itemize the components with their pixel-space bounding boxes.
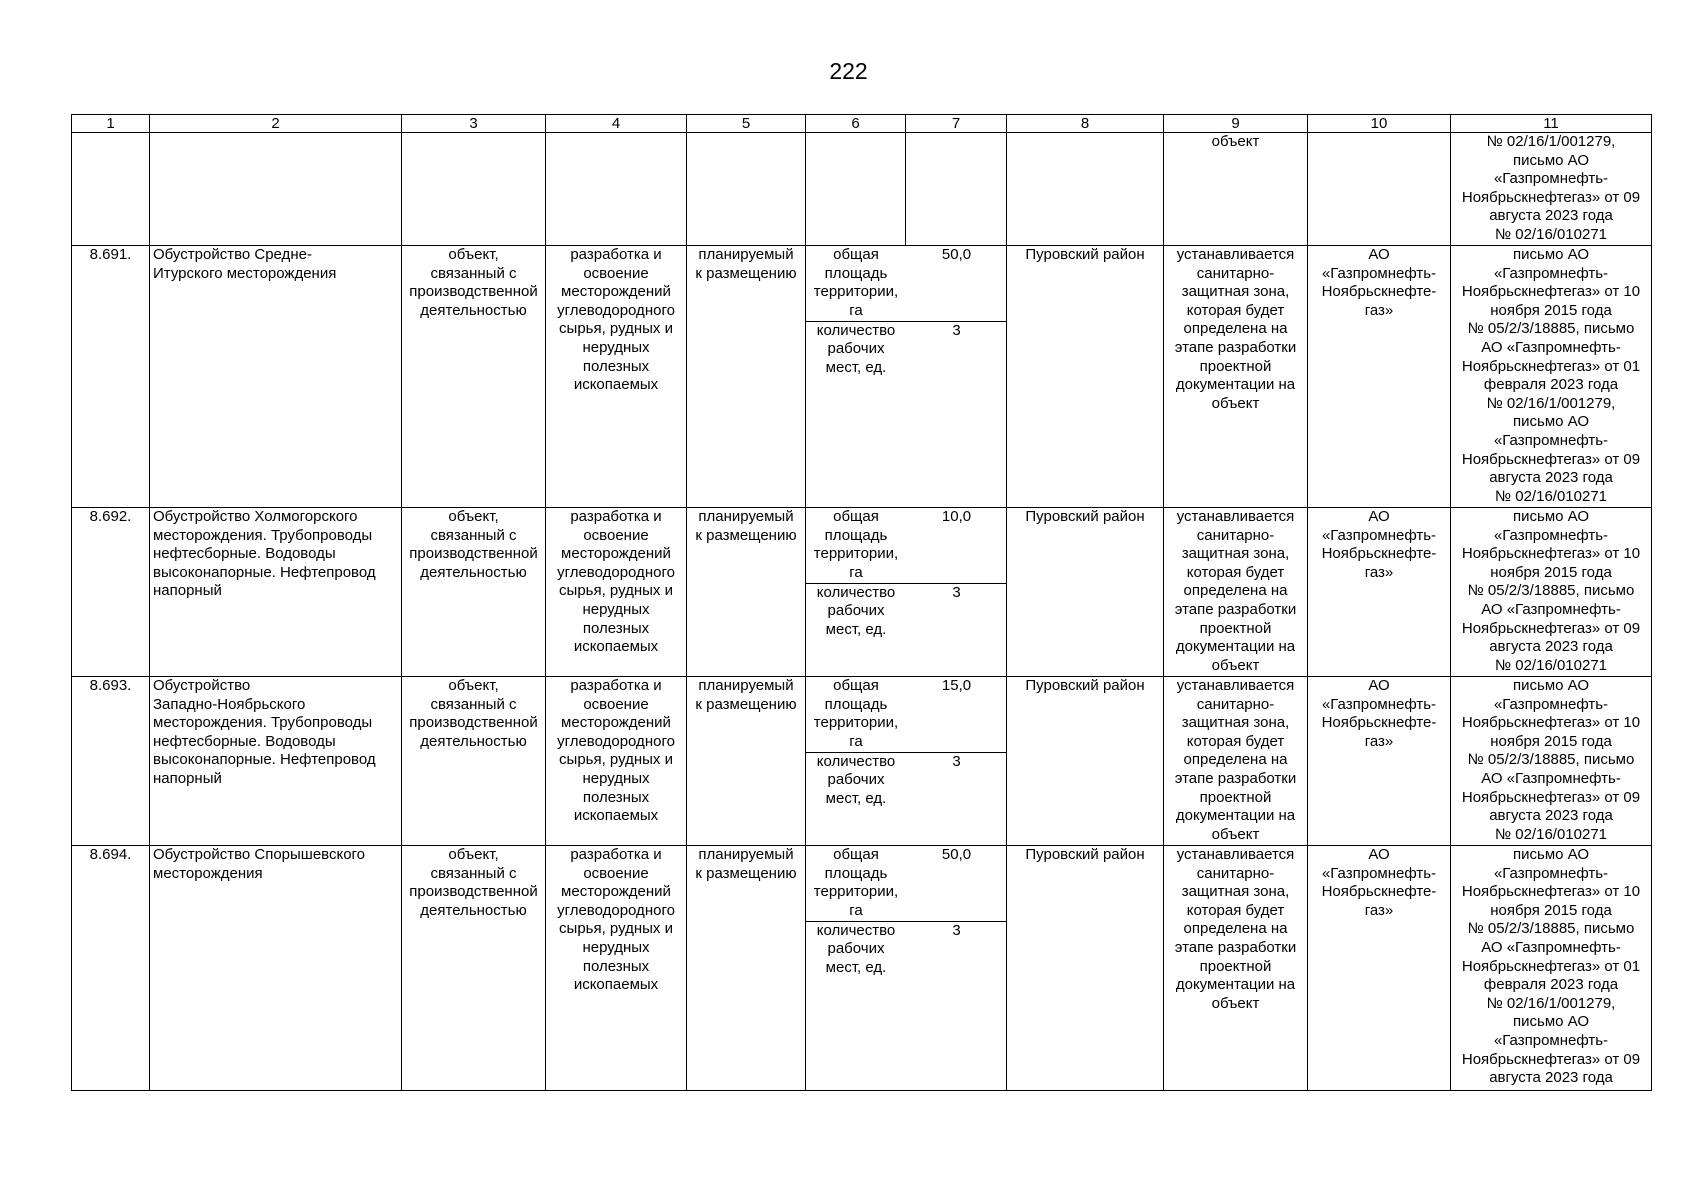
parameter-area-value: 50,0 — [941, 246, 972, 263]
object-location: Пуровский район — [1007, 846, 1164, 1091]
column-number-7: 7 — [906, 115, 1007, 133]
row-number: 8.693. — [72, 677, 150, 846]
object-organization: АО «Газпромнефть- Ноябрьскнефте- газ» — [1308, 846, 1451, 1091]
object-purpose: разработка и освоение месторождений углеводородного сырья, рудных и нерудных полезных ископаемых — [546, 246, 687, 508]
table-row — [72, 508, 1652, 677]
row-number: 8.694. — [72, 846, 150, 1091]
object-status: планируемый к размещению — [687, 846, 806, 1091]
parameter-area-value: 50,0 — [941, 846, 972, 863]
row-number: 8.691. — [72, 246, 150, 508]
column-number-10: 10 — [1308, 115, 1451, 133]
object-type: объект, связанный с производственной деятельностью — [402, 246, 546, 508]
object-zone: устанавливается санитарно- защитная зона, которая будет определена на этапе разработки проектной документации на объект — [1164, 508, 1308, 677]
row-number: 8.692. — [72, 508, 150, 677]
parameter-jobs-label: количество рабочих мест, ед. — [806, 752, 906, 808]
parameter-area-label: общая площадь территории, га — [813, 677, 899, 750]
parameter-jobs-value: 3 — [906, 752, 1007, 808]
parameters-subtable — [806, 846, 1007, 977]
object-zone: устанавливается санитарно- защитная зона, которая будет определена на этапе разработки проектной документации на объект — [1164, 677, 1308, 846]
column-number-5: 5 — [687, 115, 806, 133]
page-number: 222 — [829, 58, 868, 84]
object-type: объект, связанный с производственной деятельностью — [402, 508, 546, 677]
object-purpose: разработка и освоение месторождений углеводородного сырья, рудных и нерудных полезных ископаемых — [546, 508, 687, 677]
object-basis: письмо АО «Газпромнефть- Ноябрьскнефтегаз» от 10 ноября 2015 года № 05/2/3/18885, письмо АО «Газпромнефть- Ноябрьскнефтегаз» от 01 февраля 2023 года № 02/16/1/001279, письмо АО «Газпромнефть- Ноябрьскнефтегаз» от 09 августа 2023 года — [1451, 846, 1652, 1091]
column-number-3: 3 — [402, 115, 546, 133]
object-location: Пуровский район — [1007, 677, 1164, 846]
column-number-1: 1 — [72, 115, 150, 133]
table-row — [72, 846, 1652, 1091]
column-number-4: 4 — [546, 115, 687, 133]
object-basis: письмо АО «Газпромнефть- Ноябрьскнефтегаз» от 10 ноября 2015 года № 05/2/3/18885, письмо АО «Газпромнефть- Ноябрьскнефтегаз» от 01 февраля 2023 года № 02/16/1/001279, письмо АО «Газпромнефть- Ноябрьскнефтегаз» от 09 августа 2023 года № 02/16/010271 — [1451, 246, 1652, 508]
parameters-cell — [806, 246, 1007, 508]
parameter-jobs-label: количество рабочих мест, ед. — [806, 321, 906, 377]
parameter-area-value: 15,0 — [941, 677, 972, 694]
object-location: Пуровский район — [1007, 246, 1164, 508]
parameters-cell — [806, 508, 1007, 677]
object-name: Обустройство Спорышевского месторождения — [150, 846, 402, 1091]
object-organization: АО «Газпромнефть- Ноябрьскнефте- газ» — [1308, 246, 1451, 508]
object-purpose: разработка и освоение месторождений углеводородного сырья, рудных и нерудных полезных ископаемых — [546, 846, 687, 1091]
object-status: планируемый к размещению — [687, 246, 806, 508]
objects-table — [71, 114, 1652, 1091]
column-number-8: 8 — [1007, 115, 1164, 133]
object-status: планируемый к размещению — [687, 508, 806, 677]
column-number-9: 9 — [1164, 115, 1308, 133]
object-type: объект, связанный с производственной деятельностью — [402, 846, 546, 1091]
object-organization: АО «Газпромнефть- Ноябрьскнефте- газ» — [1308, 677, 1451, 846]
parameter-jobs-value: 3 — [906, 921, 1007, 977]
parameter-jobs-label: количество рабочих мест, ед. — [806, 583, 906, 639]
object-basis: письмо АО «Газпромнефть- Ноябрьскнефтегаз» от 10 ноября 2015 года № 05/2/3/18885, письмо АО «Газпромнефть- Ноябрьскнефтегаз» от 09 августа 2023 года № 02/16/010271 — [1451, 677, 1652, 846]
parameter-area-value: 10,0 — [941, 508, 972, 525]
column-number-11: 11 — [1451, 115, 1652, 133]
parameters-cell — [806, 846, 1007, 1091]
column-number-6: 6 — [806, 115, 906, 133]
parameter-jobs-value: 3 — [906, 321, 1007, 377]
parameters-cell — [806, 677, 1007, 846]
object-organization: АО «Газпромнефть- Ноябрьскнефте- газ» — [1308, 508, 1451, 677]
parameter-jobs-value: 3 — [906, 583, 1007, 639]
parameter-area-label: общая площадь территории, га — [813, 846, 899, 919]
continuation-zone: объект — [1164, 133, 1308, 246]
table-row — [72, 246, 1652, 508]
continuation-basis: № 02/16/1/001279, письмо АО «Газпромнефть- Ноябрьскнефтегаз» от 09 августа 2023 года № 02/16/010271 — [1451, 133, 1652, 246]
object-zone: устанавливается санитарно- защитная зона, которая будет определена на этапе разработки проектной документации на объект — [1164, 246, 1308, 508]
column-number-2: 2 — [150, 115, 402, 133]
object-status: планируемый к размещению — [687, 677, 806, 846]
object-zone: устанавливается санитарно- защитная зона, которая будет определена на этапе разработки проектной документации на объект — [1164, 846, 1308, 1091]
object-name: Обустройство Западно-Ноябрьского месторождения. Трубопроводы нефтесборные. Водоводы высоконапорные. Нефтепровод напорный — [150, 677, 402, 846]
table-row — [72, 677, 1652, 846]
object-name: Обустройство Холмогорского месторождения. Трубопроводы нефтесборные. Водоводы высоконапорные. Нефтепровод напорный — [150, 508, 402, 677]
object-basis: письмо АО «Газпромнефть- Ноябрьскнефтегаз» от 10 ноября 2015 года № 05/2/3/18885, письмо АО «Газпромнефть- Ноябрьскнефтегаз» от 09 августа 2023 года № 02/16/010271 — [1451, 508, 1652, 677]
parameter-jobs-label: количество рабочих мест, ед. — [806, 921, 906, 977]
parameters-subtable — [806, 246, 1007, 377]
continuation-row — [72, 133, 1652, 246]
parameter-area-label: общая площадь территории, га — [813, 246, 899, 319]
object-name: Обустройство Средне- Итурского месторождения — [150, 246, 402, 508]
column-number-header-row — [72, 115, 1652, 133]
parameters-subtable — [806, 677, 1007, 808]
object-purpose: разработка и освоение месторождений углеводородного сырья, рудных и нерудных полезных ископаемых — [546, 677, 687, 846]
object-type: объект, связанный с производственной деятельностью — [402, 677, 546, 846]
parameters-subtable — [806, 508, 1007, 639]
object-location: Пуровский район — [1007, 508, 1164, 677]
parameter-area-label: общая площадь территории, га — [813, 508, 899, 581]
